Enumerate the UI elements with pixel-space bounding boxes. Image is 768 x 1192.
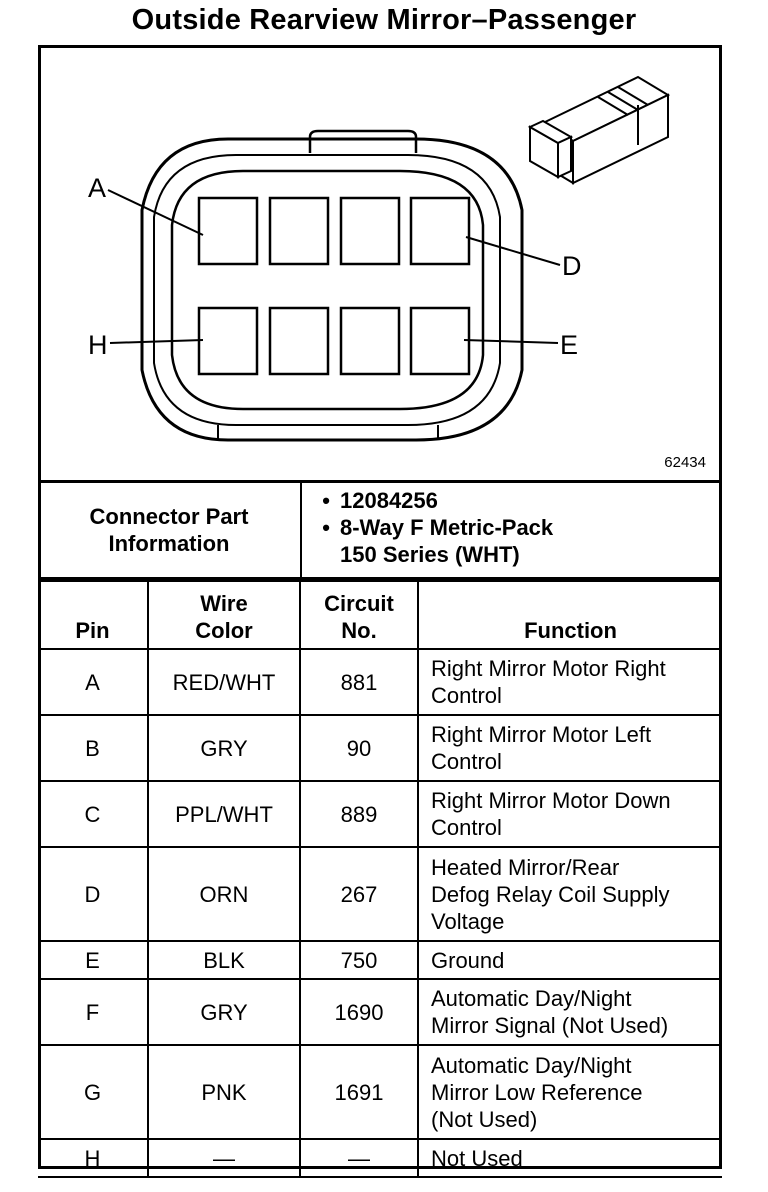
wire-color-cell: GRY <box>148 715 300 781</box>
function-cell <box>418 715 722 781</box>
function-line: Not Used <box>431 1145 523 1171</box>
function-line: Control <box>431 683 502 708</box>
function-cell <box>418 979 722 1045</box>
pin-cavity-d <box>411 198 469 264</box>
function-cell <box>418 1045 722 1139</box>
function-cell <box>418 1139 722 1177</box>
pin-cell: B <box>38 715 148 781</box>
header-wire-color-line: Color <box>195 618 253 643</box>
table-row <box>38 1045 722 1139</box>
wire-color-cell: — <box>148 1139 300 1177</box>
function-line: Ground <box>431 947 505 973</box>
function-line: Voltage <box>431 908 505 934</box>
function-line: Right Mirror Motor Left <box>431 722 652 747</box>
page-title: Outside Rearview Mirror–Passenger <box>131 4 637 36</box>
leader-line-a <box>108 190 203 235</box>
pin-cavity-e <box>411 308 469 374</box>
circuit-cell: 881 <box>300 649 418 715</box>
function-line: Control <box>431 749 502 774</box>
function-line: Mirror Signal (Not Used) <box>431 1013 669 1038</box>
header-circuit-line: Circuit <box>324 591 394 616</box>
connector-part-label-line: Information <box>108 531 230 556</box>
table-row <box>38 847 722 941</box>
pin-cavity-b <box>270 198 328 264</box>
table-row <box>38 649 722 715</box>
wire-color-cell: PPL/WHT <box>148 781 300 847</box>
connector-part-label-line: Connector Part <box>89 504 249 529</box>
pin-cavity-g <box>270 308 328 374</box>
leader-line-e <box>464 340 558 343</box>
leader-line-d <box>466 237 560 265</box>
pin-cell: E <box>38 941 148 979</box>
pin-cell: H <box>38 1139 148 1177</box>
table-row <box>38 1139 722 1177</box>
function-cell <box>418 781 722 847</box>
pin-cell: D <box>38 847 148 941</box>
pin-cell: F <box>38 979 148 1045</box>
function-line: Control <box>431 815 502 840</box>
header-circuit <box>300 581 418 649</box>
pin-table <box>38 580 722 1178</box>
circuit-cell: 889 <box>300 781 418 847</box>
circuit-cell: — <box>300 1139 418 1177</box>
function-line: Automatic Day/Night <box>431 986 632 1011</box>
pin-table-header <box>38 581 722 649</box>
bullet-icon: • <box>322 515 330 540</box>
function-line: Right Mirror Motor Down <box>431 788 671 813</box>
callout-e: E <box>560 330 579 360</box>
function-line: Automatic Day/Night <box>431 1052 632 1078</box>
connector-part-values <box>300 487 716 568</box>
pin-cell: C <box>38 781 148 847</box>
function-line: Defog Relay Coil Supply <box>431 881 670 907</box>
connector-type-item <box>300 514 716 568</box>
wire-color-cell: ORN <box>148 847 300 941</box>
table-row <box>38 781 722 847</box>
pin-cavity-a <box>199 198 257 264</box>
circuit-cell: 90 <box>300 715 418 781</box>
connector-face-svg <box>38 45 722 480</box>
leader-line-h <box>110 340 203 343</box>
pin-cavity-h <box>199 308 257 374</box>
wire-color-cell: PNK <box>148 1045 300 1139</box>
pin-cavity-f <box>341 308 399 374</box>
connector-type-line: 150 Series (WHT) <box>340 542 520 567</box>
wire-color-cell: GRY <box>148 979 300 1045</box>
header-wire-color <box>148 581 300 649</box>
header-pin: Pin <box>38 581 148 649</box>
header-wire-color-line: Wire <box>200 591 248 616</box>
connector-part-label <box>38 483 302 577</box>
connector-type-line: 8-Way F Metric-Pack <box>340 515 554 540</box>
table-row <box>38 979 722 1045</box>
connector-3d-illustration <box>530 77 668 183</box>
connector-housing-outer <box>142 139 522 440</box>
connector-latch <box>310 131 416 153</box>
figure-id: 62434 <box>664 454 706 471</box>
connector-type <box>340 514 553 568</box>
function-line: Right Mirror Motor Right <box>431 656 666 681</box>
part-number: 12084256 <box>340 488 438 513</box>
connector-housing-inner <box>154 155 500 425</box>
function-line: Heated Mirror/Rear <box>431 854 620 880</box>
callout-a: A <box>88 173 107 203</box>
pin-table-body <box>38 649 722 1177</box>
circuit-cell: 1690 <box>300 979 418 1045</box>
function-cell <box>418 649 722 715</box>
wire-color-cell: BLK <box>148 941 300 979</box>
callout-h: H <box>88 330 108 360</box>
table-row <box>38 941 722 979</box>
header-function: Function <box>418 581 722 649</box>
pin-cell: G <box>38 1045 148 1139</box>
connector-part-info <box>38 480 722 580</box>
header-circuit-line: No. <box>341 618 377 643</box>
function-cell <box>418 941 722 979</box>
circuit-cell: 1691 <box>300 1045 418 1139</box>
function-line: Mirror Low Reference <box>431 1079 643 1105</box>
bullet-icon: • <box>322 488 330 513</box>
function-line: (Not Used) <box>431 1106 538 1132</box>
callout-d: D <box>562 251 582 281</box>
pin-cell: A <box>38 649 148 715</box>
function-cell <box>418 847 722 941</box>
pin-cavity-c <box>341 198 399 264</box>
wire-color-cell: RED/WHT <box>148 649 300 715</box>
circuit-cell: 750 <box>300 941 418 979</box>
circuit-cell: 267 <box>300 847 418 941</box>
connector-diagram <box>38 45 722 480</box>
table-row <box>38 715 722 781</box>
part-number-item <box>300 487 716 514</box>
